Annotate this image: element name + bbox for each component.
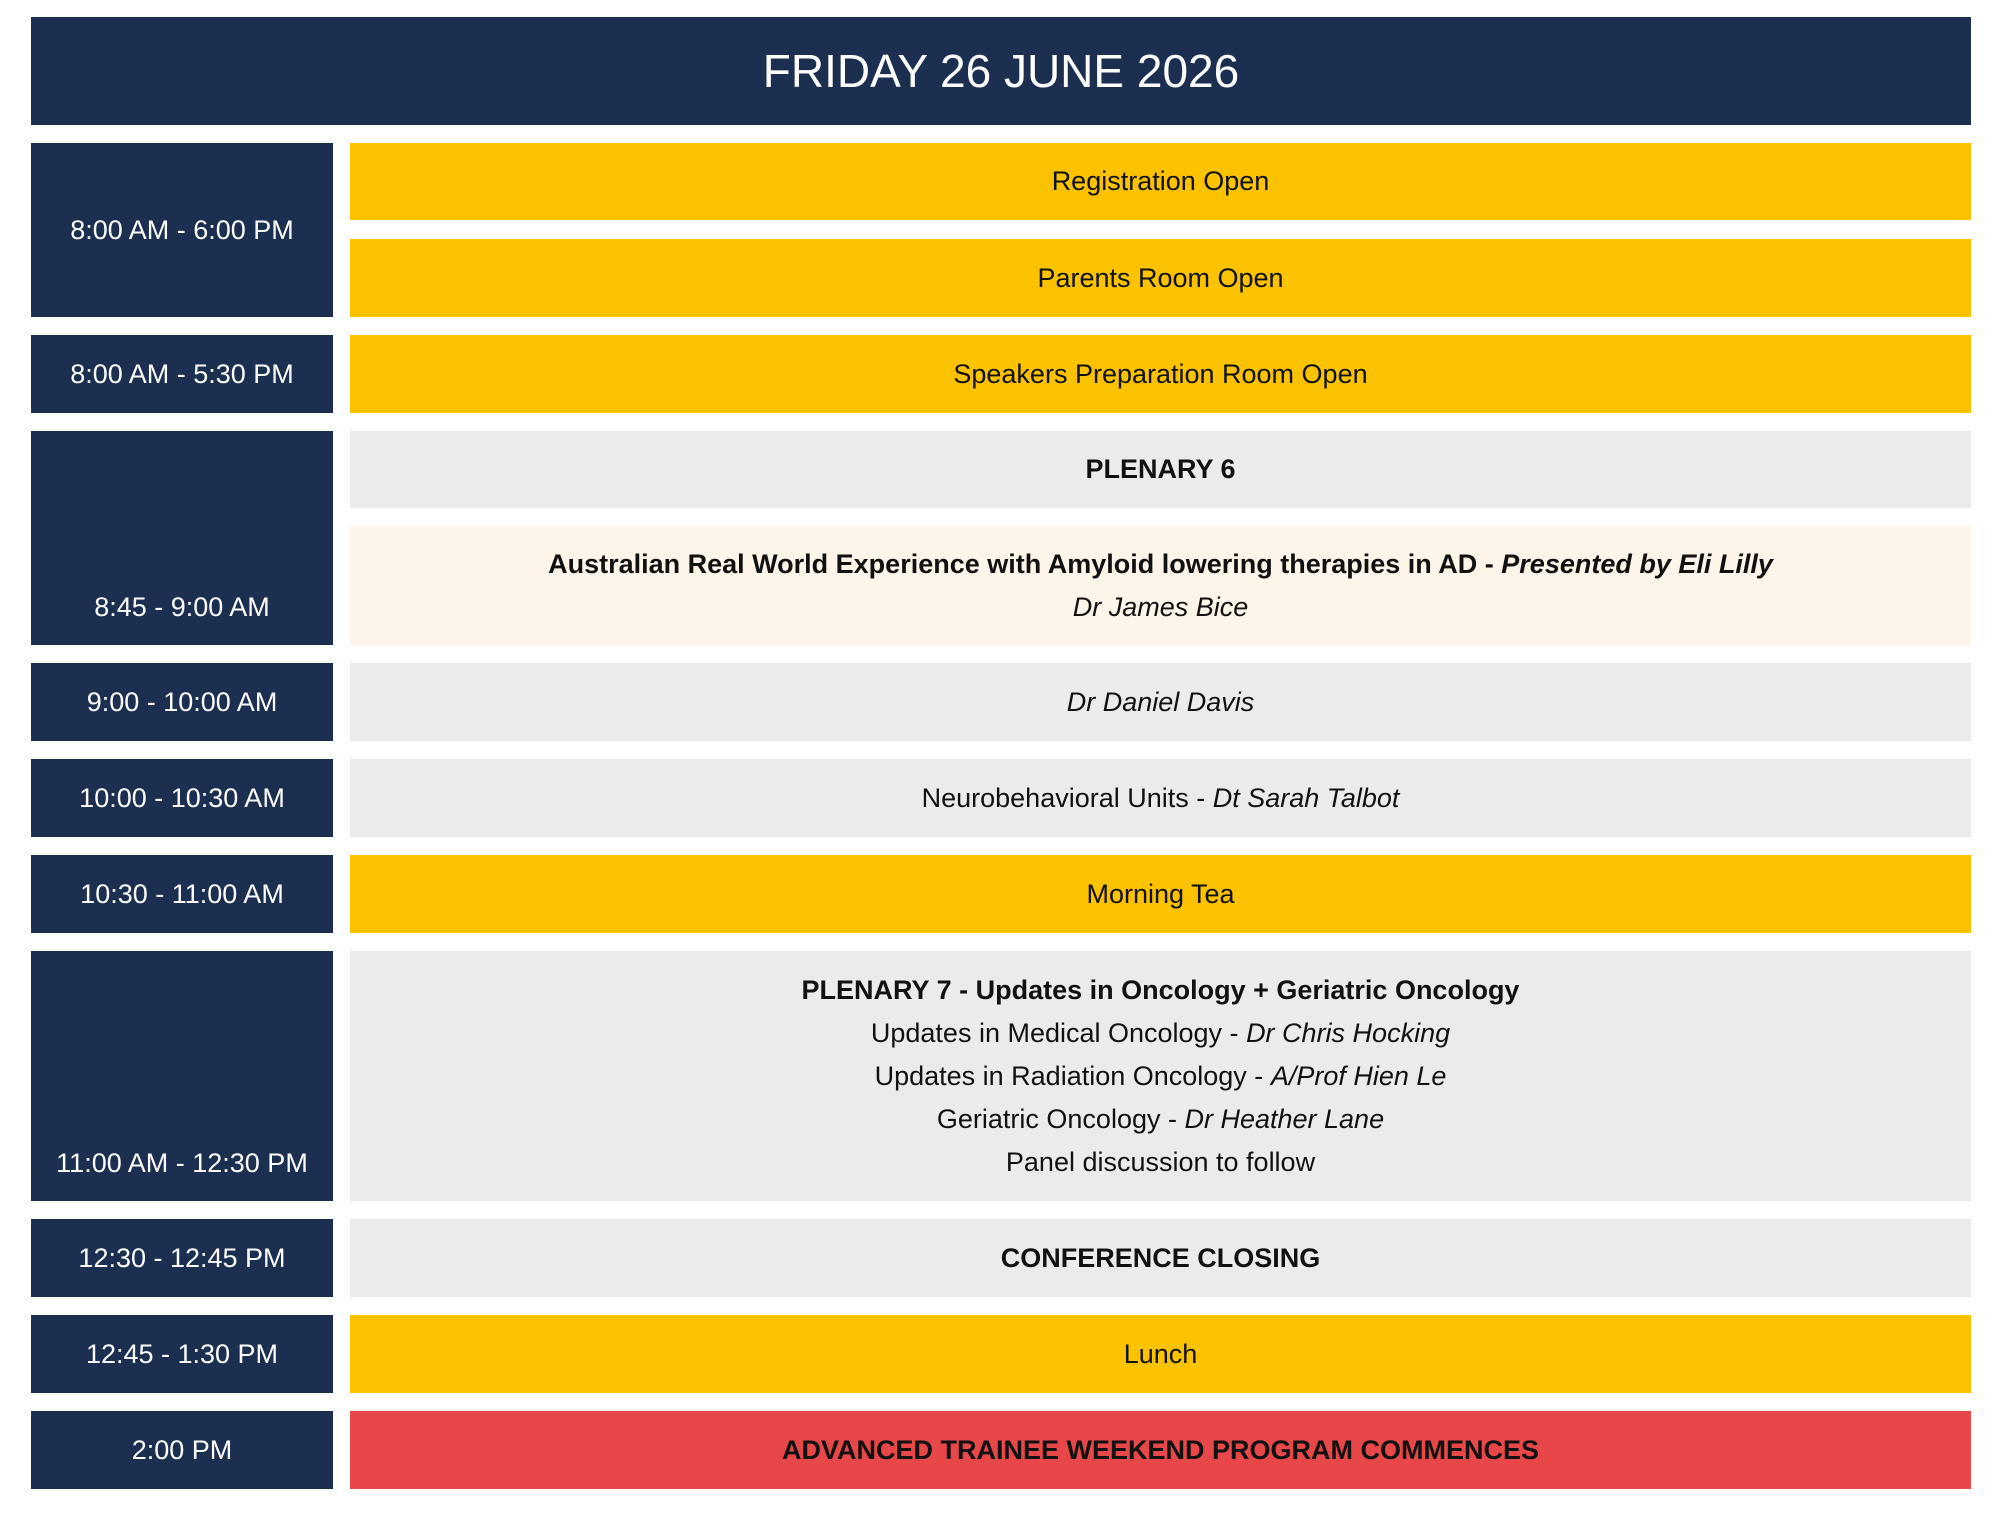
talk-speaker: Dt Sarah Talbot <box>1212 782 1400 813</box>
event-speakers-room: Speakers Preparation Room Open <box>350 335 1971 413</box>
event-morning-tea: Morning Tea <box>350 855 1971 933</box>
time-slot: 12:45 - 1:30 PM <box>31 1315 333 1393</box>
talk-title: Australian Real World Experience with Amyloid lowering therapies in AD - <box>548 548 1502 579</box>
event-amyloid-talk <box>350 526 1971 645</box>
talk-speaker: Dr Chris Hocking <box>1246 1017 1451 1048</box>
talk-title: Neurobehavioral Units - <box>921 782 1213 813</box>
time-slot: 8:45 - 9:00 AM <box>31 431 333 645</box>
event-neurobehavioral-units <box>350 759 1971 837</box>
time-slot: 9:00 - 10:00 AM <box>31 663 333 741</box>
time-slot: 2:00 PM <box>31 1411 333 1489</box>
talk-title: Updates in Radiation Oncology - <box>874 1060 1271 1091</box>
day-header: FRIDAY 26 JUNE 2026 <box>31 17 1971 125</box>
event-advanced-trainee: ADVANCED TRAINEE WEEKEND PROGRAM COMMENCES <box>350 1411 1971 1489</box>
time-slot: 10:30 - 11:00 AM <box>31 855 333 933</box>
time-slot: 12:30 - 12:45 PM <box>31 1219 333 1297</box>
talk-speaker: A/Prof Hien Le <box>1270 1060 1447 1091</box>
event-plenary-7 <box>350 951 1971 1201</box>
talk-speaker: Dr Heather Lane <box>1184 1103 1385 1134</box>
event-daniel-davis: Dr Daniel Davis <box>350 663 1971 741</box>
panel-discussion: Panel discussion to follow <box>1005 1146 1316 1177</box>
talk-title: Geriatric Oncology - <box>936 1103 1185 1134</box>
talk-sponsor: Presented by Eli Lilly <box>1501 548 1773 579</box>
talk-speaker: Dr James Bice <box>1072 591 1249 622</box>
time-slot: 8:00 AM - 6:00 PM <box>31 143 333 317</box>
time-slot: 10:00 - 10:30 AM <box>31 759 333 837</box>
event-lunch: Lunch <box>350 1315 1971 1393</box>
event-parents-room: Parents Room Open <box>350 239 1971 317</box>
plenary-7-title: PLENARY 7 - Updates in Oncology + Geriatric Oncology <box>801 974 1520 1005</box>
time-slot: 11:00 AM - 12:30 PM <box>31 951 333 1201</box>
talk-title: Updates in Medical Oncology - <box>870 1017 1247 1048</box>
event-registration: Registration Open <box>350 143 1971 220</box>
event-plenary-6: PLENARY 6 <box>350 431 1971 508</box>
time-slot: 8:00 AM - 5:30 PM <box>31 335 333 413</box>
event-conference-closing: CONFERENCE CLOSING <box>350 1219 1971 1297</box>
